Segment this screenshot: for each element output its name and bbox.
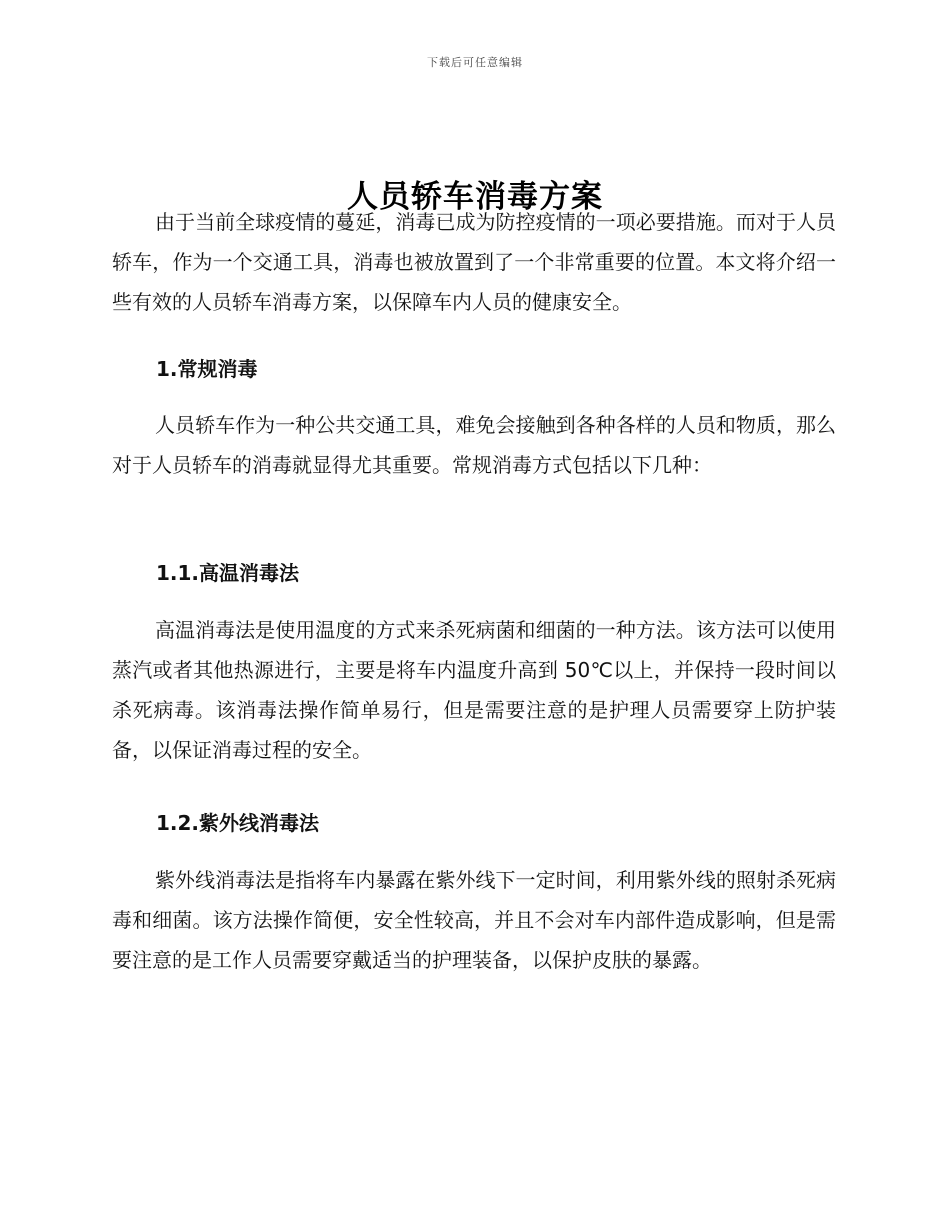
- ultraviolet-paragraph-text: 紫外线消毒法是指将车内暴露在紫外线下一定时间，利用紫外线的照射杀死病毒和细菌。该方法操作简便，安全性较高，并且不会对车内部件造成影响，但是需要注意的是工作人员需要穿戴适当的护理装备，以保护皮肤的暴露。: [112, 868, 836, 972]
- high-temperature-paragraph-text: 高温消毒法是使用温度的方式来杀死病菌和细菌的一种方法。该方法可以使用蒸汽或者其他热源进行，主要是将车内温度升高到 50℃以上，并保持一段时间以杀死病毒。该消毒法操作简单易行，但是需要注意的是护理人员需要穿上防护装备，以保证消毒过程的安全。: [112, 618, 836, 762]
- header-note: 下载后可任意编辑: [427, 56, 523, 69]
- intro-paragraph-text: 由于当前全球疫情的蔓延，消毒已成为防控疫情的一项必要措施。而对于人员轿车，作为一个交通工具，消毒也被放置到了一个非常重要的位置。本文将介绍一些有效的人员轿车消毒方案，以保障车内人员的健康安全。: [112, 210, 836, 314]
- section-heading-high-temperature: 1.1.高温消毒法: [156, 561, 300, 585]
- section-heading-ultraviolet: 1.2.紫外线消毒法: [156, 811, 320, 835]
- section-heading-routine-disinfection: 1.常规消毒: [156, 357, 258, 381]
- intro-paragraph: [112, 202, 836, 322]
- ultraviolet-paragraph: [112, 860, 836, 980]
- high-temperature-paragraph: [112, 610, 836, 770]
- routine-disinfection-paragraph-text: 人员轿车作为一种公共交通工具，难免会接触到各种各样的人员和物质，那么对于人员轿车的消毒就显得尤其重要。常规消毒方式包括以下几种：: [112, 413, 836, 477]
- routine-disinfection-paragraph: [112, 405, 836, 485]
- document-title: 人员轿车消毒方案: [347, 178, 603, 215]
